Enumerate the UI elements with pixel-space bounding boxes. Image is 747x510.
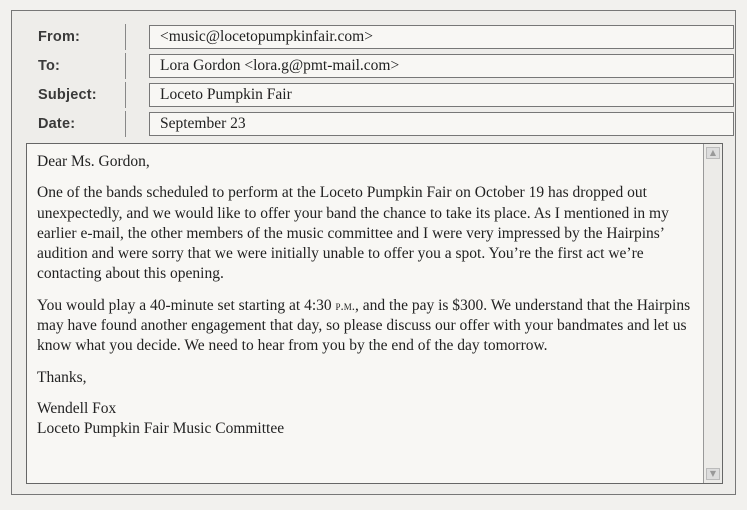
paragraph-2-part-1: You would play a 40-minute set starting at 4:30 [37, 296, 336, 314]
date-label: Date: [14, 111, 126, 137]
paragraph-2 [37, 296, 697, 357]
signature-name: Wendell Fox [37, 399, 117, 417]
paragraph-2-part-2: , and the pay is $300. We understand that the Hairpins may have found another engagement that day, so please discuss our offer with your bandmates and let us know what you decide. We need to hear from you by the end of the day tomorrow. [37, 296, 691, 355]
signature-org: Loceto Pumpkin Fair Music Committee [37, 420, 285, 438]
scroll-up-icon[interactable]: ▲ [706, 147, 720, 159]
from-field[interactable]: <music@locetopumpkinfair.com> [149, 25, 734, 49]
date-field[interactable]: September 23 [149, 112, 734, 136]
message-body[interactable] [26, 143, 723, 484]
to-row [14, 53, 734, 79]
subject-label: Subject: [14, 82, 126, 108]
message-text [37, 152, 697, 451]
closing: Thanks, [37, 368, 87, 386]
scroll-down-icon[interactable]: ▼ [706, 468, 720, 480]
to-field[interactable]: Lora Gordon <lora.g@pmt-mail.com> [149, 54, 734, 78]
from-label: From: [14, 24, 126, 50]
from-row [14, 24, 734, 50]
date-row [14, 111, 734, 137]
subject-row [14, 82, 734, 108]
paragraph-2-time: p.m. [335, 297, 356, 313]
greeting: Dear Ms. Gordon, [37, 153, 150, 170]
paragraph-1: One of the bands scheduled to perform at the Loceto Pumpkin Fair on October 19 has dropped out unexpectedly, and we would like to offer your band the chance to take its place. As I mentioned in my earlier e-mail, the other members of the music committee and I were very impressed by the Hairpins’ audition and were sorry that we were initially unable to offer you a spot. You’re the first act we’re contacting about this opening. [37, 184, 669, 283]
subject-field[interactable]: Loceto Pumpkin Fair [149, 83, 734, 107]
to-label: To: [14, 53, 126, 79]
vertical-scrollbar[interactable] [703, 144, 722, 483]
